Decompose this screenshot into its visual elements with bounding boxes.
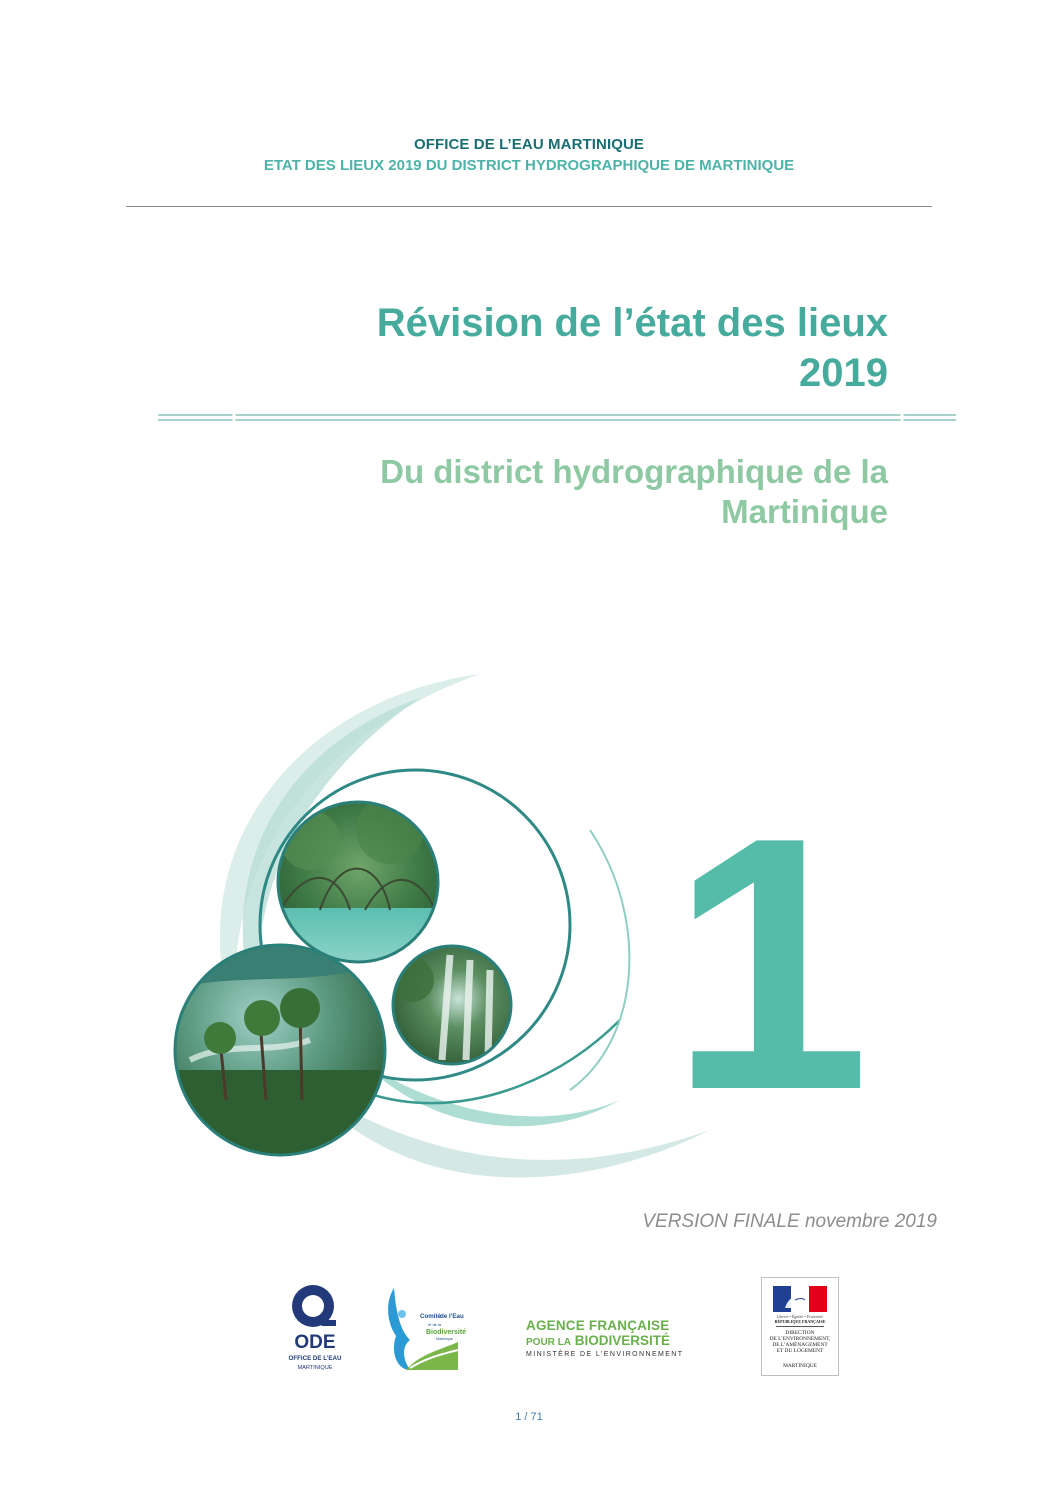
subtitle-line-2: Martinique	[721, 493, 888, 530]
svg-text:ODE: ODE	[294, 1332, 336, 1353]
title-line-2: 2019	[799, 351, 888, 395]
header-divider	[126, 206, 932, 207]
svg-text:MARTINIQUE: MARTINIQUE	[297, 1365, 333, 1371]
title-double-divider	[158, 412, 956, 424]
document-title	[377, 298, 888, 398]
ring-arc-right	[570, 830, 629, 1090]
dreal-martinique-logo: Liberté • Égalité • Fraternité RÉPUBLIQUE FRANÇAISE DIRECTION DE L’ENVIRONNEMENT, DE L’AMÉNAGEMENT ET DU LOGEMENT MARTINIQUE	[761, 1277, 839, 1376]
header-document-title: ETAT DES LIEUX 2019 DU DISTRICT HYDROGRAPHIQUE DE MARTINIQUE	[263, 157, 795, 174]
swoosh-bottom-2	[360, 1060, 620, 1126]
svg-text:OFFICE DE L’EAU: OFFICE DE L’EAU	[288, 1355, 342, 1362]
ode-logo	[282, 1280, 348, 1376]
afb-line-1: AGENCE FRANÇAISE	[526, 1318, 670, 1333]
afb-logo	[526, 1318, 684, 1370]
svg-text:de l’Eau: de l’Eau	[440, 1313, 464, 1320]
dreal-direction: DIRECTION DE L’ENVIRONNEMENT, DE L’AMÉNAGEMENT ET DU LOGEMENT	[769, 1330, 831, 1354]
document-subtitle	[380, 452, 888, 532]
page-number: 1 / 71	[515, 1411, 543, 1423]
header-organization: OFFICE DE L’EAU MARTINIQUE	[413, 136, 645, 153]
version-label: VERSION FINALE novembre 2019	[642, 1211, 937, 1232]
svg-text:Martinique: Martinique	[436, 1337, 453, 1341]
svg-text:Comité: Comité	[420, 1313, 441, 1320]
svg-text:Biodiversité: Biodiversité	[426, 1329, 467, 1336]
afb-line-3: MINISTÈRE DE L’ENVIRONNEMENT	[526, 1351, 684, 1358]
cover-illustration	[150, 660, 870, 1220]
comite-eau-biodiversite-logo	[380, 1284, 467, 1374]
marianne-flag-icon	[773, 1286, 827, 1312]
svg-text:et de la: et de la	[428, 1322, 442, 1327]
afb-line-2: POUR LA BIODIVERSITÉ	[526, 1333, 671, 1348]
subtitle-line-1: Du district hydrographique de la	[380, 453, 888, 490]
chapter-number: 1	[669, 763, 871, 1165]
title-line-1: Révision de l’état des lieux	[376, 301, 888, 345]
